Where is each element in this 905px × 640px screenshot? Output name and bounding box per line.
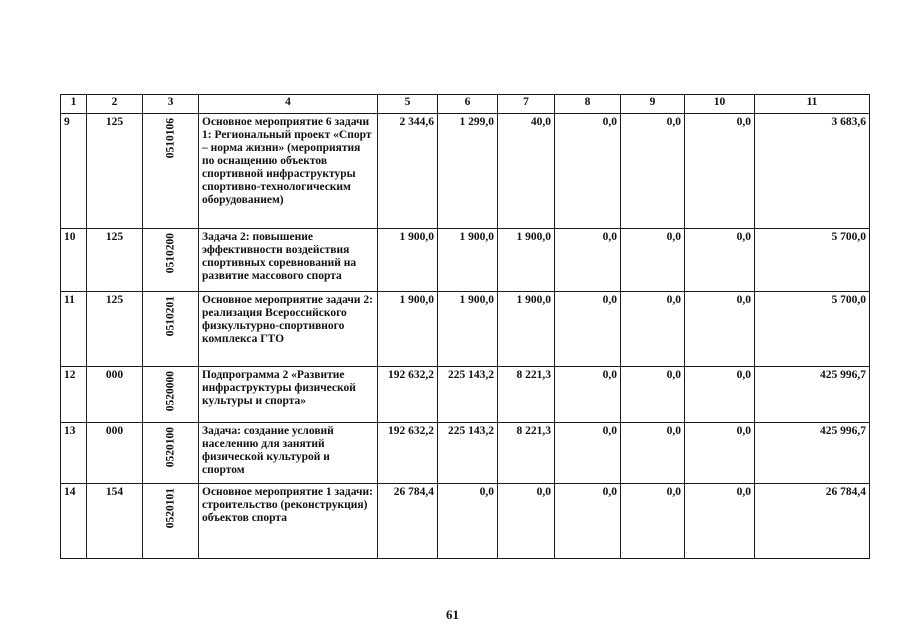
value-cell: 2 344,6 [378, 114, 438, 229]
kcsr-cell [143, 367, 199, 423]
value-cell: 0,0 [621, 367, 685, 423]
value-cell: 0,0 [621, 114, 685, 229]
kcsr-cell [143, 292, 199, 367]
header-cell: 6 [438, 95, 498, 114]
table-row [61, 367, 870, 423]
value-cell: 0,0 [555, 367, 621, 423]
value-cell: 1 900,0 [438, 292, 498, 367]
kcsr-text: 0520101 [164, 488, 176, 529]
kcsr-cell [143, 229, 199, 292]
value-cell: 1 900,0 [378, 229, 438, 292]
value-cell: 1 900,0 [498, 292, 555, 367]
total-cell: 3 683,6 [755, 114, 870, 229]
code-cell: 125 [87, 229, 143, 292]
table-row [61, 292, 870, 367]
total-cell: 26 784,4 [755, 484, 870, 559]
value-cell: 0,0 [685, 423, 755, 484]
value-cell: 0,0 [685, 229, 755, 292]
header-cell: 8 [555, 95, 621, 114]
value-cell: 0,0 [555, 292, 621, 367]
value-cell: 0,0 [438, 484, 498, 559]
value-cell: 1 900,0 [498, 229, 555, 292]
table-header-row [61, 95, 870, 114]
value-cell: 0,0 [621, 292, 685, 367]
row-number: 9 [61, 114, 87, 229]
code-cell: 154 [87, 484, 143, 559]
header-cell: 9 [621, 95, 685, 114]
table-row [61, 484, 870, 559]
row-number: 14 [61, 484, 87, 559]
description-cell: Задача 2: повышение эффективности воздействия спортивных соревнований на развитие массового спорта [199, 229, 378, 292]
value-cell: 0,0 [685, 114, 755, 229]
header-cell: 11 [755, 95, 870, 114]
code-cell: 125 [87, 114, 143, 229]
description-cell: Задача: создание условий населению для занятий физической культурой и спортом [199, 423, 378, 484]
value-cell: 0,0 [555, 114, 621, 229]
kcsr-text: 0510200 [164, 233, 176, 274]
kcsr-text: 0510201 [164, 296, 176, 337]
row-number: 10 [61, 229, 87, 292]
code-cell: 000 [87, 367, 143, 423]
total-cell: 5 700,0 [755, 292, 870, 367]
value-cell: 0,0 [621, 484, 685, 559]
value-cell: 40,0 [498, 114, 555, 229]
table-row [61, 423, 870, 484]
kcsr-text: 0520100 [164, 427, 176, 468]
kcsr-text: 0510106 [164, 118, 176, 159]
code-cell: 000 [87, 423, 143, 484]
value-cell: 0,0 [498, 484, 555, 559]
value-cell: 0,0 [621, 423, 685, 484]
header-cell: 4 [199, 95, 378, 114]
description-cell: Подпрограмма 2 «Развитие инфраструктуры физической культуры и спорта» [199, 367, 378, 423]
value-cell: 0,0 [685, 367, 755, 423]
value-cell: 1 900,0 [438, 229, 498, 292]
value-cell: 0,0 [555, 423, 621, 484]
value-cell: 192 632,2 [378, 423, 438, 484]
value-cell: 1 900,0 [378, 292, 438, 367]
total-cell: 5 700,0 [755, 229, 870, 292]
value-cell: 225 143,2 [438, 367, 498, 423]
kcsr-cell [143, 114, 199, 229]
kcsr-text: 0520000 [164, 371, 176, 412]
value-cell: 8 221,3 [498, 367, 555, 423]
row-number: 13 [61, 423, 87, 484]
value-cell: 8 221,3 [498, 423, 555, 484]
kcsr-cell [143, 423, 199, 484]
row-number: 12 [61, 367, 87, 423]
value-cell: 0,0 [555, 484, 621, 559]
header-cell: 1 [61, 95, 87, 114]
kcsr-cell [143, 484, 199, 559]
page-number: 61 [446, 607, 459, 622]
header-cell: 5 [378, 95, 438, 114]
budget-table [60, 94, 870, 559]
header-cell: 2 [87, 95, 143, 114]
row-number: 11 [61, 292, 87, 367]
code-cell: 125 [87, 292, 143, 367]
value-cell: 0,0 [685, 484, 755, 559]
description-cell: Основное мероприятие 1 задачи: строительство (реконструкция) объектов спорта [199, 484, 378, 559]
header-cell: 10 [685, 95, 755, 114]
description-cell: Основное мероприятие 6 задачи 1: Региональный проект «Спорт – норма жизни» (мероприятия по оснащению объектов спортивной инфраструктуры спортивно-технологическим оборудованием) [199, 114, 378, 229]
value-cell: 225 143,2 [438, 423, 498, 484]
value-cell: 0,0 [685, 292, 755, 367]
total-cell: 425 996,7 [755, 423, 870, 484]
description-cell: Основное мероприятие задачи 2: реализация Всероссийского физкультурно-спортивного комплекса ГТО [199, 292, 378, 367]
value-cell: 1 299,0 [438, 114, 498, 229]
value-cell: 0,0 [621, 229, 685, 292]
total-cell: 425 996,7 [755, 367, 870, 423]
header-cell: 7 [498, 95, 555, 114]
value-cell: 192 632,2 [378, 367, 438, 423]
header-cell: 3 [143, 95, 199, 114]
value-cell: 0,0 [555, 229, 621, 292]
table-row [61, 229, 870, 292]
value-cell: 26 784,4 [378, 484, 438, 559]
table-row [61, 114, 870, 229]
